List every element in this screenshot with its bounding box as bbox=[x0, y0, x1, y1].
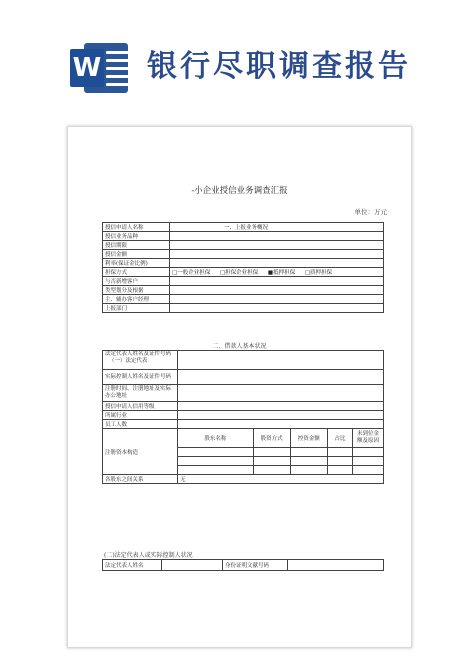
word-icon-line bbox=[106, 59, 134, 62]
row-value bbox=[170, 232, 384, 241]
capital-header: 股资方式 bbox=[253, 429, 290, 448]
table-row bbox=[103, 223, 384, 232]
word-icon-line bbox=[106, 75, 134, 78]
row-value bbox=[288, 560, 384, 571]
section3-title: (二)法定代表人或实际控制人状况 bbox=[104, 552, 193, 559]
cell bbox=[178, 448, 254, 457]
word-icon-line bbox=[106, 67, 134, 70]
table-row bbox=[103, 385, 384, 402]
unit-label: 单位：万元 bbox=[354, 208, 387, 216]
cell bbox=[327, 448, 352, 457]
row-value bbox=[170, 223, 384, 232]
row-label: 授信金额 bbox=[103, 250, 170, 259]
row-value bbox=[170, 304, 384, 313]
row-label: 员工人数 bbox=[103, 420, 178, 429]
row-label: 担保方式 bbox=[103, 268, 170, 277]
legal-rep-label: 法定代表人姓名及证件号码 bbox=[105, 351, 172, 357]
row-value: 无 bbox=[178, 475, 384, 484]
legal-rep-sublabel: （一）法定代表 bbox=[109, 358, 148, 364]
banner-title: 银行尽职调查报告 bbox=[147, 49, 411, 84]
table-row bbox=[103, 402, 384, 411]
legal-rep-table bbox=[102, 559, 384, 571]
cell bbox=[290, 448, 327, 457]
table-row bbox=[103, 560, 384, 571]
capital-header: 未到位金额及原因 bbox=[352, 429, 383, 448]
capital-header: 控资金额 bbox=[290, 429, 327, 448]
cell bbox=[253, 448, 290, 457]
row-label: 各股东之间关系 bbox=[103, 475, 178, 484]
cell bbox=[290, 457, 327, 466]
table-row bbox=[103, 295, 384, 304]
row-value bbox=[178, 420, 384, 429]
row-label: 身份证明文献号码 bbox=[223, 560, 288, 571]
table-row bbox=[103, 304, 384, 313]
cell bbox=[327, 466, 352, 475]
business-overview-table bbox=[102, 222, 384, 313]
guarantee-option[interactable]: ■抵押担保 bbox=[267, 270, 296, 276]
row-label: 实际控制人姓名及证件号码 bbox=[103, 370, 178, 385]
guarantee-option[interactable]: □一般企业担保 bbox=[172, 270, 211, 276]
row-label: 利率(保证金比例) bbox=[103, 259, 170, 268]
capital-header: 股东名称 bbox=[178, 429, 254, 448]
table-row bbox=[103, 232, 384, 241]
row-value bbox=[170, 277, 384, 286]
cell bbox=[352, 448, 383, 457]
table-row bbox=[103, 370, 384, 385]
borrower-info-table bbox=[102, 350, 384, 484]
table-row bbox=[103, 351, 384, 370]
table-row bbox=[103, 411, 384, 420]
cell bbox=[178, 466, 254, 475]
row-label: 所属行业 bbox=[103, 411, 178, 420]
row-label: 注册时间、注册地址及实际办公地址 bbox=[103, 385, 178, 402]
row-label: 授信业务品种 bbox=[103, 232, 170, 241]
table-row bbox=[103, 420, 384, 429]
word-icon-line bbox=[106, 83, 134, 86]
row-value bbox=[178, 385, 384, 402]
table-row bbox=[103, 250, 384, 259]
row-label: 上报部门 bbox=[103, 304, 170, 313]
row-label: 法定代表人姓名 bbox=[103, 560, 162, 571]
table-row bbox=[103, 241, 384, 250]
row-label: 授信申请人名称 bbox=[103, 223, 170, 232]
document-title: -小企业授信业务调查汇报 bbox=[191, 186, 288, 196]
cell bbox=[253, 457, 290, 466]
row-value bbox=[178, 411, 384, 420]
word-document-icon bbox=[70, 43, 128, 93]
row-label: 主、辅办客户经理 bbox=[103, 295, 170, 304]
table-row bbox=[103, 268, 384, 277]
row-value bbox=[170, 250, 384, 259]
cell bbox=[327, 457, 352, 466]
table-row bbox=[103, 429, 384, 448]
row-label: 授信期限 bbox=[103, 241, 170, 250]
row-value bbox=[178, 351, 384, 370]
word-icon-letter: W bbox=[70, 49, 104, 87]
row-label: 注册资本构造 bbox=[103, 429, 178, 475]
cell bbox=[253, 466, 290, 475]
section1-title: 一、上报业务概况 bbox=[224, 225, 269, 231]
table-row bbox=[103, 259, 384, 268]
table-row bbox=[103, 286, 384, 295]
row-value bbox=[178, 402, 384, 411]
row-label: 授信申请人信用等级 bbox=[103, 402, 178, 411]
table-row bbox=[103, 277, 384, 286]
row-label: 与否新增客户 bbox=[103, 277, 170, 286]
row-value bbox=[162, 560, 223, 571]
row-label: 类型划分及根据 bbox=[103, 286, 170, 295]
row-value bbox=[178, 370, 384, 385]
guarantee-options bbox=[170, 268, 384, 277]
row-value bbox=[170, 241, 384, 250]
document-page bbox=[67, 126, 412, 648]
section2-title: 二、借款人基本状况 bbox=[212, 343, 267, 350]
cell bbox=[290, 466, 327, 475]
header-banner bbox=[0, 0, 474, 118]
table-row bbox=[103, 475, 384, 484]
cell bbox=[352, 457, 383, 466]
row-label bbox=[103, 351, 178, 370]
cell bbox=[178, 457, 254, 466]
row-value bbox=[170, 259, 384, 268]
row-value bbox=[170, 295, 384, 304]
guarantee-option[interactable]: □担保企业担保 bbox=[219, 270, 259, 276]
row-value bbox=[170, 286, 384, 295]
capital-header: 占比 bbox=[327, 429, 352, 448]
guarantee-option[interactable]: □质押担保 bbox=[304, 270, 333, 276]
cell bbox=[352, 466, 383, 475]
word-icon-line bbox=[106, 51, 134, 54]
